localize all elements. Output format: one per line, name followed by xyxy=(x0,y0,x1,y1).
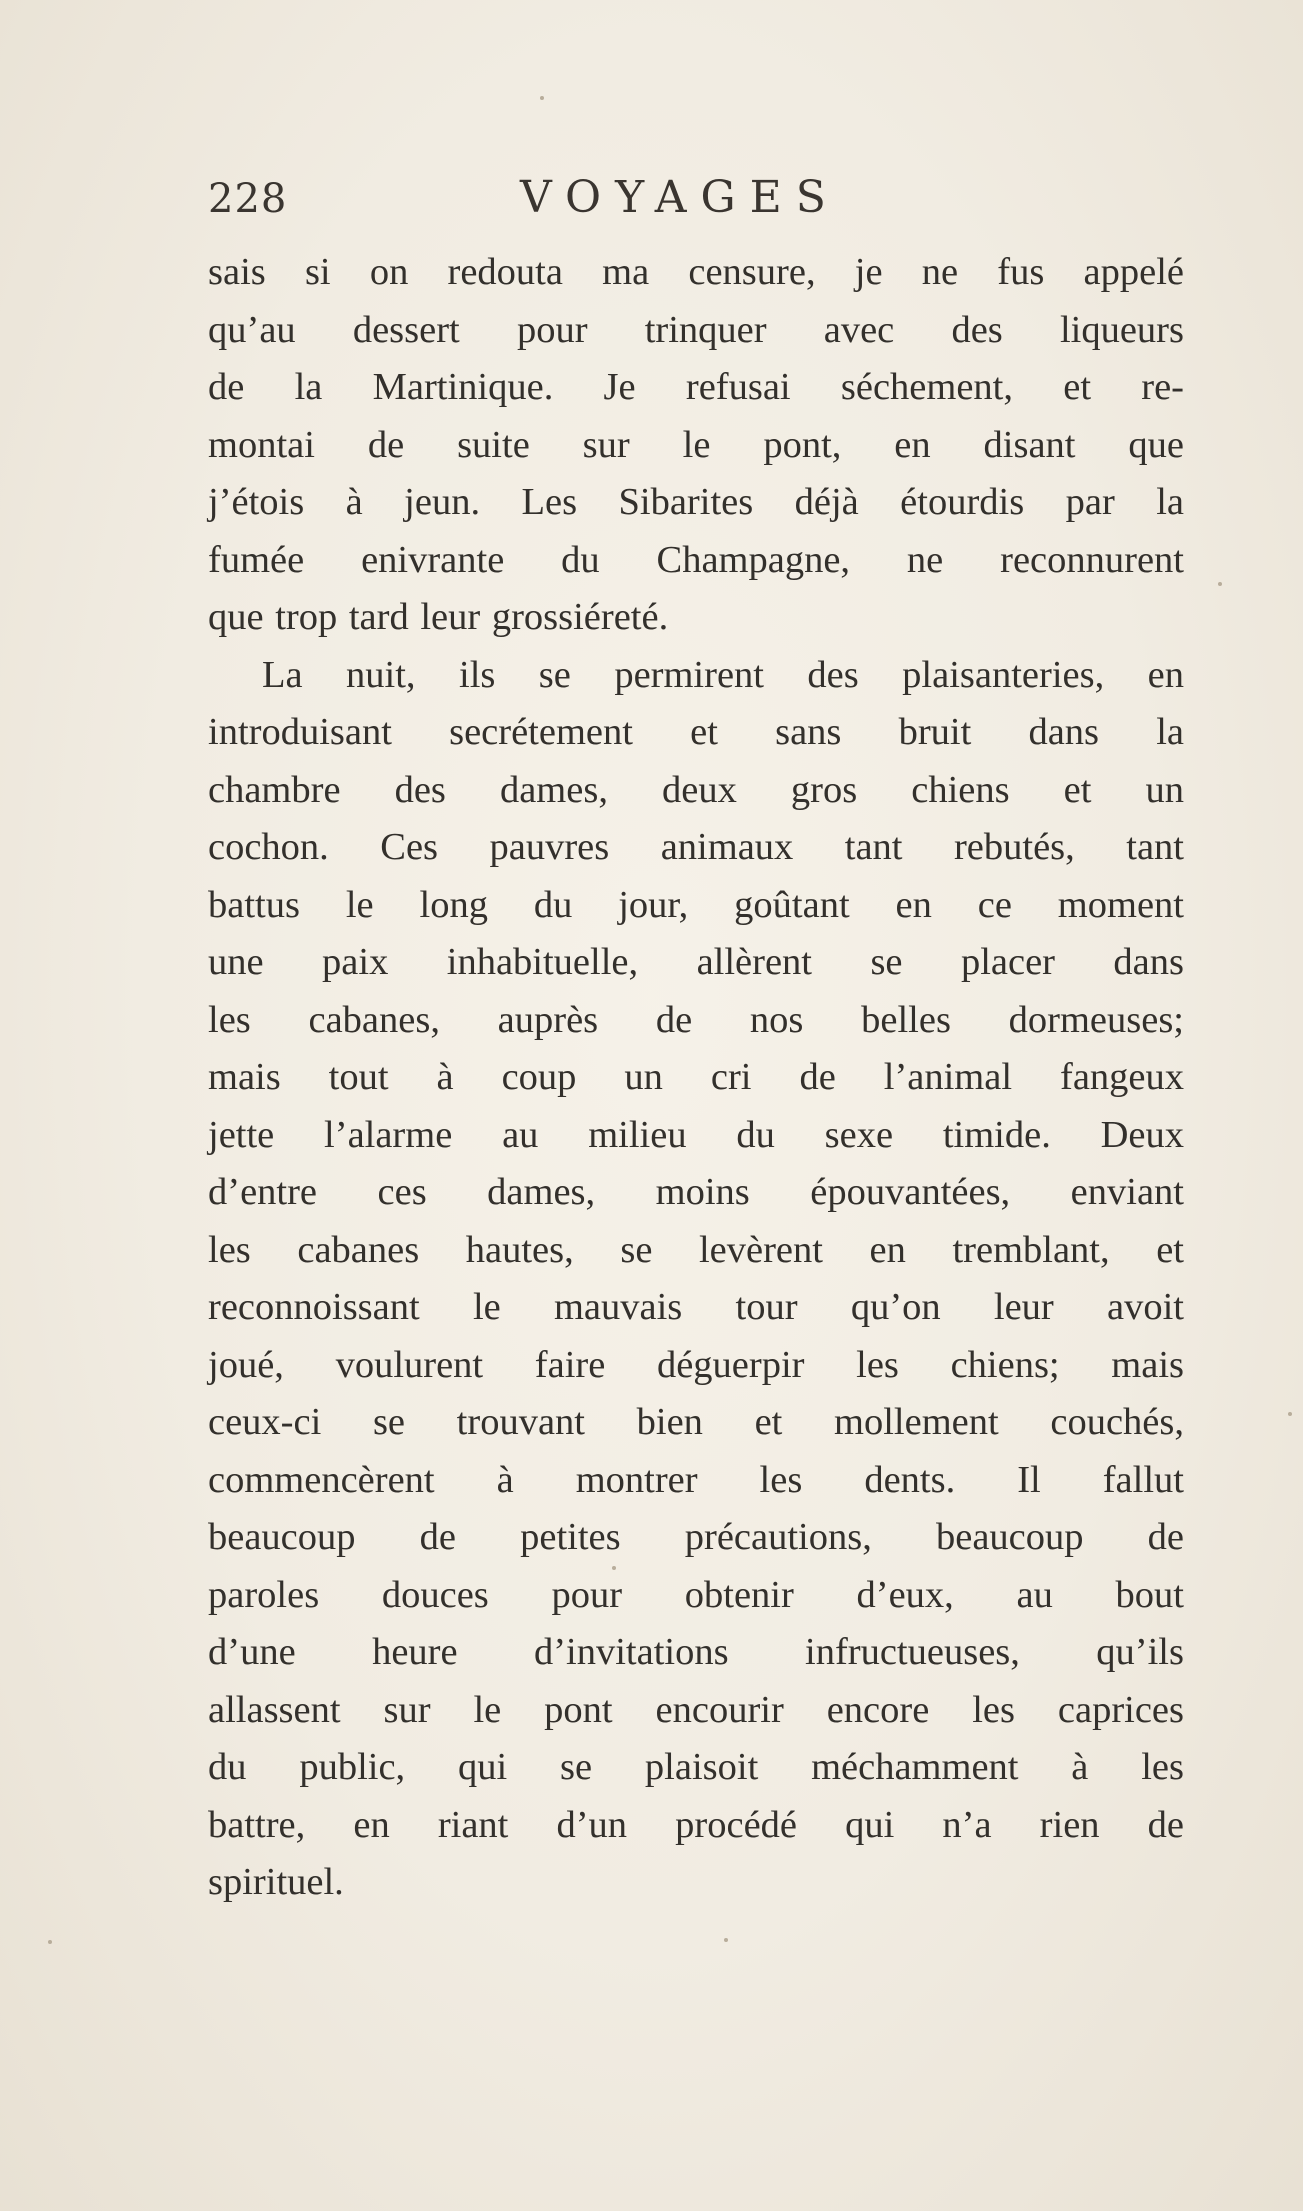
page-number: 228 xyxy=(208,176,288,222)
text-line: de la Martinique. Je refusai séchement, et re- xyxy=(208,366,1184,408)
text-line: spirituel. xyxy=(208,1861,344,1903)
text-line: les cabanes, auprès de nos belles dormeuses; xyxy=(208,998,1184,1041)
text-line: cochon. Ces pauvres animaux tant rebutés, tant xyxy=(208,826,1184,868)
paper-speck xyxy=(540,96,544,100)
text-line: ceux-ci se trouvant bien et mollement couchés, xyxy=(208,1401,1184,1443)
text-line: mais tout à coup un cri de l’animal fangeux xyxy=(208,1056,1184,1098)
text-line: paroles douces pour obtenir d’eux, au bout xyxy=(208,1573,1184,1616)
text-line: qu’au dessert pour trinquer avec des liqueurs xyxy=(208,308,1184,351)
text-line: La nuit, ils se permirent des plaisanteries, en xyxy=(262,653,1184,696)
text-line: montai de suite sur le pont, en disant que xyxy=(208,423,1184,466)
text-line: jette l’alarme au milieu du sexe timide. Deux xyxy=(208,1113,1184,1156)
text-line: d’entre ces dames, moins épouvantées, enviant xyxy=(208,1171,1184,1213)
text-line: joué, voulurent faire déguerpir les chiens; mais xyxy=(208,1343,1184,1386)
text-line: battre, en riant d’un procédé qui n’a rien de xyxy=(208,1803,1184,1846)
text-line: que trop tard leur grossiéreté. xyxy=(208,596,669,638)
text-line: commencèrent à montrer les dents. Il fallut xyxy=(208,1458,1184,1501)
paper-speck xyxy=(1218,582,1222,586)
paper-speck xyxy=(724,1938,728,1942)
text-line: reconnoissant le mauvais tour qu’on leur avoit xyxy=(208,1286,1184,1328)
text-line: battus le long du jour, goûtant en ce moment xyxy=(208,883,1184,926)
text-line: beaucoup de petites précautions, beaucoup de xyxy=(208,1516,1184,1558)
paper-speck xyxy=(1288,1412,1292,1416)
text-line: sais si on redouta ma censure, je ne fus appelé xyxy=(208,251,1184,293)
text-line: allassent sur le pont encourir encore les caprices xyxy=(208,1688,1184,1731)
text-line: j’étois à jeun. Les Sibarites déjà étourdis par la xyxy=(208,481,1184,523)
text-line: du public, qui se plaisoit méchamment à les xyxy=(208,1746,1184,1788)
text-line: une paix inhabituelle, allèrent se placer dans xyxy=(208,941,1184,983)
running-head: VOYAGES xyxy=(520,172,840,223)
text-line: introduisant secrétement et sans bruit dans la xyxy=(208,711,1184,753)
text-line: chambre des dames, deux gros chiens et un xyxy=(208,768,1184,811)
page-header xyxy=(208,168,1128,238)
text-line: fumée enivrante du Champagne, ne reconnurent xyxy=(208,538,1184,581)
paper-speck xyxy=(48,1940,52,1944)
text-line: d’une heure d’invitations infructueuses, qu’ils xyxy=(208,1631,1184,1673)
text-line: les cabanes hautes, se levèrent en tremblant, et xyxy=(208,1228,1184,1271)
paper-speck xyxy=(612,1566,616,1570)
body-text xyxy=(208,244,1184,1912)
